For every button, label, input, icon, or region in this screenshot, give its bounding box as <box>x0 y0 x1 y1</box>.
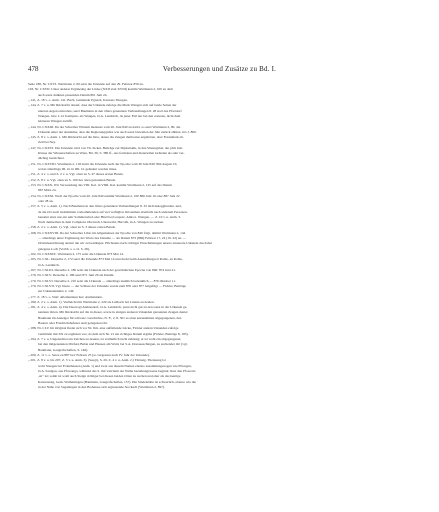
text-line: Urkunde unter der Annahme, dass die Regierungsjahre wie auch sonst bisweilen der Jahr zurück zählen, in's J. 860. <box>38 129 197 134</box>
text-line: vermitteln mit XX zu ergänzen wer, da dem sich Nr. 21 ein richtiges Datum ergäbe (Fickler, Beiträge 8, 183). <box>38 331 189 336</box>
text-line: „ 180, Z. 2 v. o. Anm. 1). Vielleicht mit Wartmann 2, 220 als Lehbach bei Lindau zu deuten. <box>28 299 155 304</box>
text-line: auch sonst dunklen passenden Datum 861 Juni 24. <box>38 92 108 97</box>
text-line: 193, Nr. CXVII. Unter anderer Ergänzung der Lücke (XXII statt XVIII) kommt Wartmann 2, 100 zu dem <box>28 87 173 92</box>
page-number: 478 <box>28 65 39 73</box>
text-line: „ 194, Z. 7 v. u. Ungenachtet ein Zeichen zu deuten, ist vermutlich nicht zulässig; er ist wohl ein abgegangener, <box>28 337 182 341</box>
text-line: nannten Orten. Mit Rücksicht auf die in dieser, sowie in einigen anderen Urkunden genannten Zeugen deutet <box>38 310 188 315</box>
text-line: „ 162, Nr. CXXXIX. Wartmann 2, 175 setzt die Urkunde 873 Mai 14. <box>28 252 124 256</box>
text-line: „ 177, Z. 18 v. o. Statt: Allemannien lies: Alamannien. <box>28 294 103 299</box>
errata-text-block <box>28 82 411 390</box>
text-line: „ 200, Z. 11 v. o. Setze zu 887 bei: Februar 25 (so vergessen nach IV. fuhr der Urkunde). <box>28 352 150 357</box>
text-line: „ 144, Nr. CXXIII. Da der Schreiber Wirsum meistens vom 20. Juni 840 an datirt, so setzt Wartmann 2, 80, die <box>28 124 181 129</box>
text-line: unteren Argen erstreckte, setzt Baumann in den öfters genannten Verhandlungen 8. 28 statt das Pfarrdorf <box>38 108 182 113</box>
text-line: wobei allerdings III. id. in IIII. id. geändert werden muss. <box>38 167 118 171</box>
text-line: „ 144, Z. 7 v. u. Mit Rücksicht darauf, dass der Urkunde zufolge die Mark Wangen sich auf beide Seiten der <box>28 103 177 108</box>
text-line: „ 170, Nr. CXLV. Derselbe 2, 186 setzt 871 Juni 26 als Datum. <box>28 273 115 278</box>
text-line: — allerdings unter Ergänzung der Worte des Datums — als Datum 873 (869) Februar 17, 24 (19. 22) an. — <box>38 236 187 241</box>
text-line: Zell bei Ney. <box>38 140 56 145</box>
text-line: „ 152, Z. 8 v. u. Vgl. oben zu S. 109 des oben genannten Bands. <box>28 177 116 182</box>
text-line: dächtig bezeichnet. <box>38 156 65 161</box>
text-line: Wangen, bzw. L.O. Kempten, als Wangen, O.A. Lentkirch, da jener Fall nur bei den ersteren, nicht dem <box>38 113 181 118</box>
text-line: „ 165, Nr. CXL. Derselbe 2, 172 setzt die Urkunde 873 Mai 14 und deckt beim Ausstellungsort Rothe, an Rothe, <box>28 257 183 262</box>
text-line: in der Nähe von Saganingen in den Bodensee sich ergiessende Stockach (Wartmann 2, 897). <box>38 384 165 389</box>
text-line: Seite 188, Nr. CXVI. Wartmann 2, 60 setzt die Urkunde auf den 29. Februar 856 an. <box>28 82 144 86</box>
text-line: „ 141, Z. 18 v. o. Anm. 141. Bach, Gemeinde Egnach, Kantons Thurgau. <box>28 97 128 102</box>
text-line: zur Urkundenlehre 2, 146. <box>38 289 75 294</box>
text-line: „ 157, Z. 5 v. o. Anm. 1). Nach Baumann in den öfters genannten Verhandlungen 8. 32 im Kisslegghurden, und, <box>28 204 182 209</box>
text-line: gelegene Loch (Vorbh. s. a. O. S. 28). <box>38 246 90 251</box>
text-line: Katzenstaig, Gem. Walfenlingen (Baumann, Gaugrafschaften, 157). Die Sindelstätte ist schwerlich, ebenso wie die <box>38 379 196 384</box>
text-line: „ 145, Z. 8 v. o. Anm. 1. Mit Rücksicht auf die Orte, denen die Zeugen theilweise angehören, aber Fraunmark als <box>28 135 184 140</box>
text-line: „ 170, Nr. CXLVI. Derselbe 2, 210 setzt die Urkunde — allerdings ziemlich bedenklich — 876 Oktober 11. <box>28 278 176 283</box>
text-line: Baumann im Anzeiger für schweiz. Geschichte, N. F., 2, 8, 301 es eben anzunehmen abgegangenen, den <box>38 315 182 320</box>
text-line: „in“ ist; somit ist wohl auch Steign richtiger bei diesen beiden Orten zu suchen und eher als das heutige <box>38 374 181 379</box>
text-line: „ 201, Z. 8 v. u. bis 207, Z. 5 v. u. Anm. 3). (Seegt), S. 20, Z. 4 v. u. Anm. 2.) Thönsig, Theissung ist <box>28 358 166 363</box>
text-line: Nach demselben in dem Complexe Oberweh, Unterwehl, Herrolh, O.A. Wangen zu suchen. <box>38 220 164 225</box>
text-line: O.A. Saulgau, aus Pfowanga, während das S. mit welchem der Name beziehungsweise beginnt. Rest den Pfowerta <box>38 368 196 373</box>
text-line: letzteren Wangen zutrifft. <box>38 119 74 124</box>
running-title: Verbesserungen und Zusätze zu Bd. I. <box>162 65 277 73</box>
page-header <box>28 64 411 74</box>
text-line: Klasse der Wissenschaften zu Wien, Bd. 39, S. 386 ff., aus formalen und materiellen Gründen als sehr ver- <box>38 151 185 156</box>
text-line: oder 28 an. <box>38 198 54 203</box>
text-line: „ 153, Nr. CXXX. Wir Verwendung das VIII. Kal. in VIIII. Kal. kommt Wartmann 2, 125 auf das Datum <box>28 182 172 187</box>
text-line: „ 158, Z. 2 v. o. Anm. 1). Vgl. oben zu S. 3 dieses ersten Bands. <box>28 225 116 230</box>
text-line: Baumann, Gaugrafschaften, S. 146). <box>38 347 89 352</box>
text-line: „ 168, Nr. CXXXVIII. Da der Schreiber Lihto im Allgemeinen der Epoche von 840 folgt, nimmt Wartmann 2, 144 <box>28 230 186 235</box>
text-line: „ 167, Nr. CXLIII. Derselbe 2, 180 setzt die Urkunde nach der gewöhnlichen Epoche von 840: 874 Juni 21. <box>28 267 176 272</box>
text-line: Bauern oder Friedrichshafener Ault gelegenen Ort. <box>38 321 108 326</box>
text-line: Orteinbezeichnung anstatt die wir zu bestätigen. Höchstens nach richtiger Einschätzungen unsere erneuerte Urkunde das dabei <box>38 241 213 246</box>
text-line: 867 März 24. <box>38 188 57 193</box>
text-line: da die Ort nach bestimmten vorkommenden auf viel verfügbar Ortsnamen ebenfalls nach anderem Personen- <box>38 209 188 214</box>
text-line: „ 151, Nr. CXXVIII. Wartmann 2, 118 datirt die Urkunde nach der Epoche vom 30 Juni 840: 864 August 10, <box>28 161 178 166</box>
text-line: „ 188, Nr. CLV. Im Original findet sich vor Nr. Itm. eine auffallende Lücke, Fickler andern Urkunden zufolge <box>28 326 179 331</box>
text-line: O.A. Lentkirch. <box>38 262 60 267</box>
text-line: „ 147, Nr. CXXVI. Die Urkunde wird von Th. Sickel, Beiträge zur Diplomatik, in den Sitzungsber. der phil. hist. <box>28 145 184 150</box>
text-line: bei den mitgenannten Dörfern Babie und Hausen am Wald, bei S.A. Donaueschingen, zu suchender Ort (vgl. <box>38 342 188 347</box>
text-line: wohl Stuegen bei Frohnhausen (Anm. 1) und zwar aus diesem Namen ebenso zusammengezogen wie Pflongen, <box>38 363 192 368</box>
text-line: benannt sind, nur ein sehr Sommerwind oder Hind bei Leupolz, Amts n. Wangen. — Z. 10 v. u. Anm. 3. <box>38 214 181 219</box>
text-line: „ 154, Nr. CXXXI. Nach der Epoche vom 20. Juni 840 stammt Wartmann 2, 100 866 Juni 16 oder 867 Juni 22 <box>28 193 180 198</box>
text-line: „ 170, Nr. CXLVII. Vgl. hiezu — der Schluss der Urkunde wurde zum 876 oder 877 beigefügt — Fickler, Beiträge <box>28 283 186 288</box>
text-line: „ 181, Z. 4 v. o. Anm. 4). Die Duotrogi Alahtesdorf, O.A. Lentkirch, passt nicht gut zu den sonst in der Urkunde ge- <box>28 305 188 310</box>
text-line: „ 151, Z. 4 v. o. und Z. 2 v. u. Vgl. oben zu S. 47 dieses ersten Bands. <box>28 172 124 177</box>
